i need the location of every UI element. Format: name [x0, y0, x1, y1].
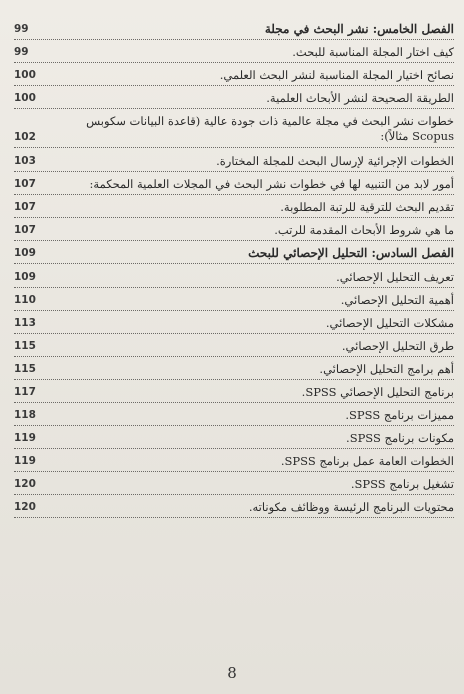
toc-entry-title: ما هي شروط الأبحاث المقدمة للرتب. — [274, 223, 454, 237]
toc-entry-page: 99 — [14, 46, 29, 58]
toc-chapter-heading — [14, 246, 454, 264]
toc-entry — [14, 339, 454, 357]
toc-entry-page: 109 — [14, 271, 36, 283]
toc-entry-title: أهمية التحليل الإحصائي. — [340, 293, 454, 307]
toc-entry-title: خطوات نشر البحث في مجلة عالمية ذات جودة عالية (قاعدة البيانات سكوبس Scopus مثالاً): — [86, 114, 454, 143]
toc-entry — [14, 477, 454, 495]
toc-entry-title: الطريقة الصحيحة لنشر الأبحاث العلمية. — [266, 91, 454, 105]
toc-entry-page: 99 — [14, 23, 29, 35]
toc-entry-page: 110 — [14, 294, 36, 306]
toc-entry-title: برنامج التحليل الإحصائي SPSS. — [301, 385, 454, 399]
toc-entry-page: 100 — [14, 92, 36, 104]
toc-entry — [14, 177, 454, 195]
toc-entry-title: مشكلات التحليل الإحصائي. — [325, 316, 454, 330]
toc-entry — [14, 316, 454, 334]
toc-entry-title: الفصل السادس: التحليل الإحصائي للبحث — [248, 246, 454, 260]
toc-entry — [14, 91, 454, 109]
toc-entry-title: كيف اختار المجلة المناسبة للبحث. — [292, 45, 454, 59]
toc-entry-page: 119 — [14, 455, 36, 467]
toc-entry-page: 118 — [14, 409, 36, 421]
toc-entry-title: تقديم البحث للترقية للرتبة المطلوبة. — [280, 200, 454, 214]
toc-entry-page: 115 — [14, 340, 36, 352]
toc-entry-title: أهم برامج التحليل الإحصائي. — [319, 362, 454, 376]
toc-entry — [14, 114, 454, 148]
toc-entry-page: 109 — [14, 247, 36, 259]
toc-entry-page: 115 — [14, 363, 36, 375]
toc-entry-title: الخطوات الإجرائية لإرسال البحث للمجلة المختارة. — [216, 154, 454, 168]
toc-entry-page: 102 — [14, 131, 36, 143]
toc-entry-page: 103 — [14, 155, 36, 167]
toc-entry-title: مميزات برنامج SPSS. — [345, 408, 454, 422]
toc-entry-title: نصائح اختيار المجلة المناسبة لنشر البحث العلمي. — [219, 68, 454, 82]
toc-entry — [14, 454, 454, 472]
toc-entry — [14, 362, 454, 380]
toc-entry-title: مكونات برنامج SPSS. — [346, 431, 454, 445]
toc-entry — [14, 385, 454, 403]
toc-entry — [14, 408, 454, 426]
toc-entry-page: 120 — [14, 478, 36, 490]
page-number: 8 — [227, 664, 237, 682]
toc-entry-page: 107 — [14, 178, 36, 190]
toc-entry-title: تعريف التحليل الإحصائي. — [336, 270, 454, 284]
toc-entry-title: تشغيل برنامج SPSS. — [350, 477, 454, 491]
toc-entry-page: 113 — [14, 317, 36, 329]
toc-entry-title: محتويات البرنامج الرئيسة ووظائف مكوناته. — [248, 500, 454, 514]
toc-entry-title: الفصل الخامس: نشر البحث في مجلة — [264, 22, 454, 36]
toc-entry-page: 107 — [14, 224, 36, 236]
toc-entry-page: 119 — [14, 432, 36, 444]
toc-chapter-heading — [14, 22, 454, 40]
toc-entry-page: 117 — [14, 386, 36, 398]
toc-entry-page: 120 — [14, 501, 36, 513]
toc-entry-page: 100 — [14, 69, 36, 81]
toc-entry — [14, 293, 454, 311]
toc-entry — [14, 270, 454, 288]
toc-entry — [14, 500, 454, 518]
toc-entry-title: طرق التحليل الإحصائي. — [341, 339, 454, 353]
table-of-contents — [14, 22, 454, 523]
toc-entry — [14, 45, 454, 63]
toc-entry — [14, 154, 454, 172]
toc-entry-page: 107 — [14, 201, 36, 213]
toc-entry-title: الخطوات العامة عمل برنامج SPSS. — [280, 454, 454, 468]
toc-entry — [14, 223, 454, 241]
toc-entry — [14, 431, 454, 449]
toc-entry-title: أمور لابد من التنبيه لها في خطوات نشر البحث في المجلات العلمية المحكمة: — [89, 177, 454, 191]
toc-entry — [14, 68, 454, 86]
toc-entry — [14, 200, 454, 218]
